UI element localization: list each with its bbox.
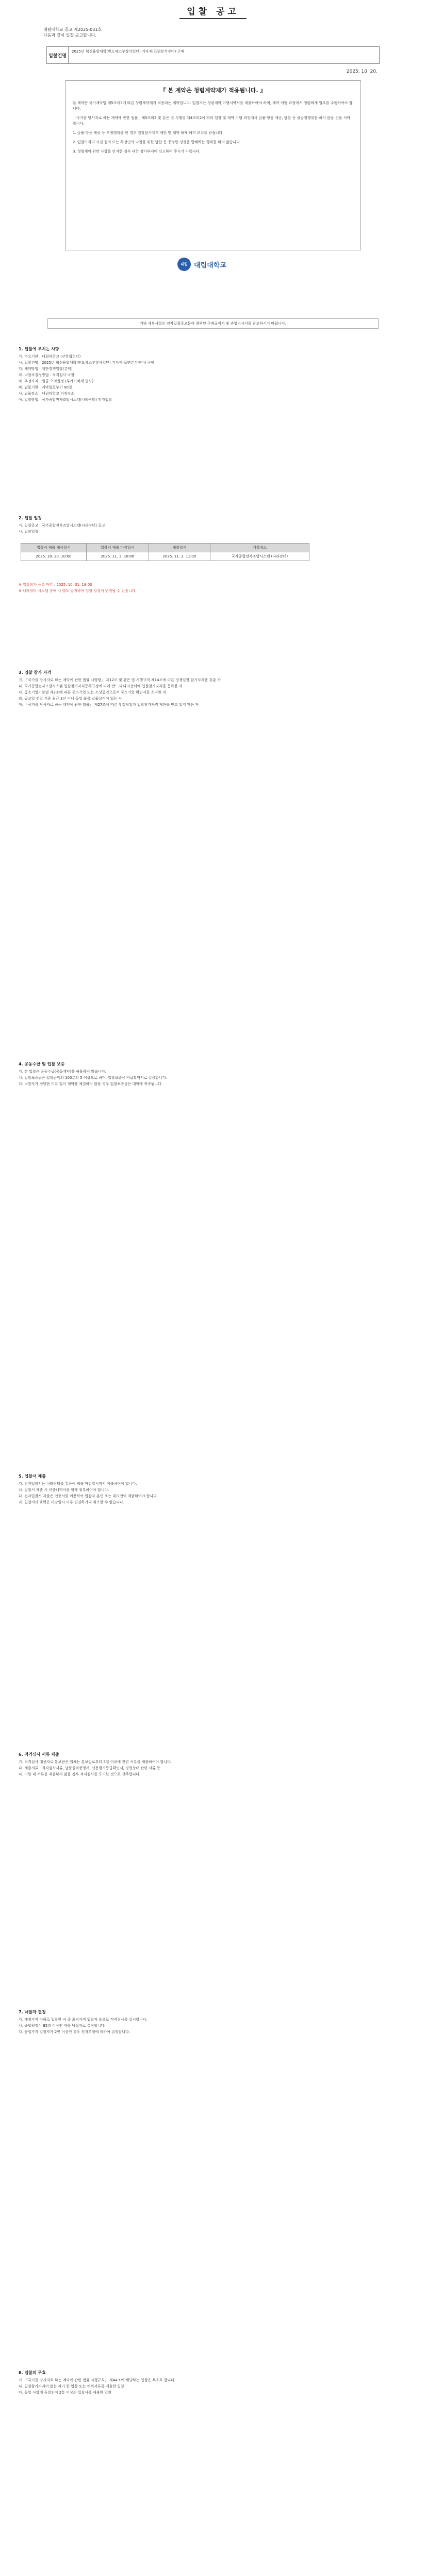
schedule-notes bbox=[19, 582, 407, 595]
table-cell: 2025. 10. 20. 10:00 bbox=[21, 552, 87, 561]
section-line: 마. 추정가격 : 일금 오억원정 (부가가치세 별도) bbox=[19, 379, 94, 383]
section-line: 라. 낙찰자결정방법 : 적격심사 낙찰 bbox=[19, 373, 75, 377]
section-heading: 4. 공동수급 및 입찰 보증 bbox=[19, 1062, 65, 1066]
integrity-box-title: 『 본 계약은 청렴계약제가 적용됩니다. 』 bbox=[160, 87, 266, 94]
university-logo bbox=[177, 258, 226, 271]
integrity-paragraph: 2. 입찰가격의 사전 협의 또는 특정인의 낙찰을 위한 담합 등 공정한 경쟁을 방해하는 행위를 하지 않습니다. bbox=[73, 140, 241, 144]
logo-seal-icon: 대림 bbox=[177, 258, 191, 271]
table-header-cell: 입찰서 제출 마감일시 bbox=[86, 544, 149, 552]
section-line: 다. 중소기업기본법 제2조에 따른 중소기업 또는 소상공인으로서 중소기업 확인서를 소지한 자 bbox=[19, 690, 166, 694]
section-line: 마. 「국가를 당사자로 하는 계약에 관한 법률」 제27조에 따른 부정당업자 입찰참가자격 제한을 받고 있지 않은 자 bbox=[19, 703, 199, 707]
integrity-paragraph: 1. 금품·향응 제공 등 부정행위를 한 경우 입찰참가자격 제한 및 계약 해제·해지 조치를 받습니다. bbox=[73, 131, 224, 135]
section-line: 나. 입찰보증금은 입찰금액의 100분의 5 이상으로 하며, 입찰보증금 지급확약서로 갈음합니다. bbox=[19, 1076, 167, 1080]
integrity-paragraph: 본 계약은 국가계약법 제5조의3에 따른 청렴계약제가 적용되는 계약입니다. 입찰자는 청렴계약 이행서약서를 제출하여야 하며, 계약 이행 과정에서 청렴하게 업무를 수행하여야 합니다. bbox=[73, 101, 353, 111]
section-line: 다. 동일 사항에 동일인이 2통 이상의 입찰서를 제출한 입찰 bbox=[19, 2391, 112, 2395]
section-line: 가. 본 입찰은 공동수급(공동계약)을 허용하지 않습니다. bbox=[19, 1070, 106, 1074]
section-line: 라. 공고일 전일 기준 최근 3년 이내 동일 품목 납품실적이 있는 자 bbox=[19, 697, 122, 701]
section-qualification bbox=[19, 1752, 407, 1778]
section-joint-bid bbox=[19, 1061, 407, 1088]
integrity-contract-box bbox=[65, 80, 361, 250]
section-line: 가. 「국가를 당사자로 하는 계약에 관한 법률 시행규칙」 제44조에 해당하는 입찰은 무효로 합니다. bbox=[19, 2378, 176, 2382]
table-cell: 국가종합전자조달시스템 (나라장터) bbox=[210, 552, 309, 561]
section-line: 가. 예정가격 이하로 입찰한 자 중 최저가격 입찰자 순으로 적격심사를 실시합니다. bbox=[19, 2018, 148, 2022]
section-heading: 2. 입찰 일정 bbox=[19, 516, 42, 520]
section-heading: 1. 입찰에 부치는 사항 bbox=[19, 347, 59, 351]
section-line: 사. 납품장소 : 대림대학교 지정장소 bbox=[19, 392, 75, 396]
table-header-cell: 개찰장소 bbox=[210, 544, 309, 552]
table-header-cell: 입찰서 제출 개시일시 bbox=[21, 544, 87, 552]
section-items bbox=[19, 346, 407, 403]
notice-date: 2025. 10. 20. bbox=[346, 69, 378, 74]
section-line: 다. 동일가격 입찰자가 2인 이상인 경우 전자추첨에 의하여 결정합니다. bbox=[19, 2030, 130, 2034]
table-row bbox=[21, 552, 309, 561]
section-line: 가. 「국가를 당사자로 하는 계약에 관한 법률 시행령」 제12조 및 같은 법 시행규칙 제14조에 따른 경쟁입찰 참가자격을 갖춘 자 bbox=[19, 678, 221, 682]
section-line: 가. 수요기관 : 대림대학교 (산학협력단) bbox=[19, 354, 81, 359]
section-line: 나. 제출서류 : 적격심사서류, 납품실적증명서, 신용평가등급확인서, 경영상태 관련 서류 등 bbox=[19, 1766, 160, 1770]
section-line: 가. 적격심사 대상자로 통보받은 업체는 통보일로부터 5일 이내에 관련 서류를 제출하여야 합니다. bbox=[19, 1760, 172, 1764]
section-schedule bbox=[19, 515, 407, 535]
reference-banner: 기타 세부사항은 전자입찰공고문에 첨부된 구매규격서 및 과업지시서를 참고하시기 바랍니다. bbox=[47, 318, 379, 329]
notice-intro: 다음과 같이 입찰 공고합니다. bbox=[43, 33, 96, 38]
section-line: 나. 입찰일정 bbox=[19, 530, 39, 534]
section-line: 다. 낙찰자가 정당한 이유 없이 계약을 체결하지 않을 경우 입찰보증금은 대학에 귀속됩니다. bbox=[19, 1082, 163, 1086]
table-header-cell: 개찰일시 bbox=[149, 544, 210, 552]
section-invalid bbox=[19, 2370, 407, 2396]
schedule-table bbox=[21, 543, 309, 561]
subject-text: 2025년 혁신융합대학(반도체소부장사업단) 기자재(표면분석장비) 구매 bbox=[72, 49, 184, 54]
section-line: 나. 종합평점이 85점 이상인 자를 낙찰자로 결정합니다. bbox=[19, 2024, 106, 2028]
table-cell: 2025. 11. 3. 11:00 bbox=[149, 552, 210, 561]
table-cell: 2025. 11. 3. 10:00 bbox=[86, 552, 149, 561]
notice-header bbox=[43, 27, 102, 38]
section-heading: 3. 입찰 참가 자격 bbox=[19, 670, 52, 675]
integrity-paragraph: 3. 청렴계약 위반 사항을 인지한 경우 대학 감사부서에 신고하여 주시기 바랍니다. bbox=[73, 149, 201, 154]
section-line: 나. 국가종합전자조달시스템 입찰참가자격등록규정에 따라 반드시 나라장터에 입찰참가자격을 등록한 자 bbox=[19, 684, 183, 688]
schedule-note: ※ 입찰참가 등록 마감 : 2025. 10. 31. 18:00 bbox=[19, 583, 92, 587]
section-heading: 6. 적격심사 서류 제출 bbox=[19, 1752, 59, 1757]
section-line: 나. 입찰서 제출 시 산출내역서를 함께 첨부하여야 합니다. bbox=[19, 1488, 109, 1492]
section-line: 다. 전자입찰서 제출은 인증서를 이용하여 입찰자 본인 또는 대리인이 제출하여야 합니다. bbox=[19, 1494, 158, 1498]
page-title: 입찰 공고 bbox=[179, 3, 247, 19]
section-line: 나. 입찰참가자격이 없는 자가 한 입찰 또는 허위서류를 제출한 입찰 bbox=[19, 2384, 124, 2388]
integrity-paragraph: 「국가를 당사자로 하는 계약에 관한 법률」제5조의3 및 같은 법 시행령 제4조의2에 따라 입찰 및 계약 이행 과정에서 금품·향응 제공, 담합 등 불공정행위를 하지 않을 것을 서약합니다. bbox=[73, 116, 351, 126]
section-line: 아. 입찰방법 : 국가종합전자조달시스템(나라장터) 전자입찰 bbox=[19, 398, 112, 402]
subject-row bbox=[46, 46, 380, 64]
section-line: 가. 전자입찰서는 나라장터를 통하여 제출 마감일시까지 제출하여야 합니다. bbox=[19, 1482, 137, 1486]
section-bid-submission bbox=[19, 1473, 407, 1506]
section-award bbox=[19, 2009, 407, 2036]
notice-number: 대림대학교 공고 제2025-031호 bbox=[43, 27, 102, 32]
section-line: 다. 계약방법 : 제한경쟁입찰(총액) bbox=[19, 367, 73, 371]
section-heading: 5. 입찰서 제출 bbox=[19, 1474, 46, 1479]
section-eligibility bbox=[19, 670, 407, 708]
subject-label: 입찰건명 bbox=[47, 47, 69, 63]
schedule-note: ※ 나라장터 시스템 장애 시 별도 공지하며 입찰 일정이 변경될 수 있습니다. bbox=[19, 589, 137, 593]
logo-text: 대림대학교 bbox=[194, 261, 226, 269]
section-line: 나. 입찰건명 : 2025년 혁신융합대학(반도체소부장사업단) 기자재(표면분석장비) 구매 bbox=[19, 361, 155, 365]
table-header-row bbox=[21, 544, 309, 552]
section-line: 바. 납품기한 : 계약일로부터 90일 bbox=[19, 385, 72, 389]
section-heading: 7. 낙찰자 결정 bbox=[19, 2010, 46, 2014]
title-area bbox=[0, 0, 426, 19]
section-line: 가. 입찰공고 : 국가종합전자조달시스템(나라장터) 공고 bbox=[19, 523, 105, 528]
section-heading: 8. 입찰의 무효 bbox=[19, 2370, 46, 2375]
section-line: 라. 입찰서의 효력은 마감일시 이후 변경하거나 취소할 수 없습니다. bbox=[19, 1500, 124, 1504]
section-line: 다. 기한 내 서류를 제출하지 않을 경우 적격심사를 포기한 것으로 간주합니다. bbox=[19, 1772, 141, 1776]
